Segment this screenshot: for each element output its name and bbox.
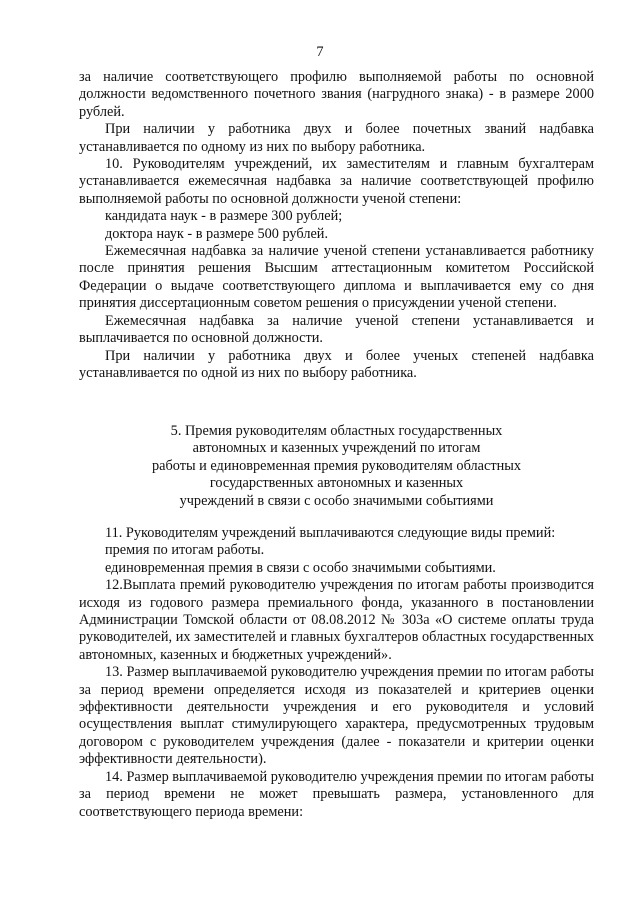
paragraph-bonus-results: премия по итогам работы. [105,542,265,559]
paragraph-item-11: 11. Руководителям учреждений выплачиваются следующие виды премий: [105,525,556,541]
paragraph-item-12: 12.Выплата премий руководителю учреждения по итогам работы производится исходя из годового размера премиального фонда, указанного в постановлении Администрации Томской области от 08.08.2012 № 303а «О системе оплаты труда руководителей, их заместителей и главных бухгалтеров областных государственных автономных, казенных и бюджетных учреждений». [79,577,594,663]
paragraph-item-14: 14. Размер выплачиваемой руководителю учреждения премии по итогам работы за период времени не может превышать размера, установленного для соответствующего периода времени: [79,768,595,820]
paragraph-bonus-events: единовременная премия в связи с особо значимыми событиями. [105,559,496,576]
paragraph-item-13: 13. Размер выплачиваемой руководителю учреждения премии по итогам работы за период времени определяется исходя из показателей и критериев оценки эффективности деятельности учреждения и его руководителя и условий осуществления выплат стимулирующего характера, предусмотренных трудовым договором с руководителем учреждения (далее - показатели и критерии оценки эффективности деятельности). [79,664,595,768]
paragraph-degree-main-position: Ежемесячная надбавка за наличие ученой степени устанавливается и выплачивается по основной должности. [79,312,594,347]
paragraph-doctor: доктора наук - в размере 500 рублей. [105,225,329,242]
paragraph-two-degrees: При наличии у работника двух и более ученых степеней надбавка устанавливается по одной из них по выбору работника. [79,347,594,381]
section-heading [79,423,594,510]
heading-line: автономных и казенных учреждений по итогам [192,440,481,457]
paragraph-item-10: 10. Руководителям учреждений, их заместителям и главным бухгалтерам устанавливается ежемесячная надбавка за наличие соответствующей профилю выполняемой работы по основной должности ученой степени: [79,156,594,207]
paragraph-honorary-title: за наличие соответствующего профилю выполняемой работы по основной должности ведомственного почетного звания (нагрудного знака) - в размере 2000 рублей. [79,69,594,120]
paragraph-two-titles: При наличии у работника двух и более почетных званий надбавка устанавливается по одному из них по выбору работника. [79,121,594,155]
heading-line: 5. Премия руководителям областных государственных [170,423,503,439]
body-text-bottom [79,525,594,821]
paragraph-candidate: кандидата наук - в размере 300 рублей; [105,208,343,225]
heading-line: работы и единовременная премия руководителям областных [152,457,521,474]
paragraph-degree-established: Ежемесячная надбавка за наличие ученой степени устанавливается работнику после принятия решения Высшим аттестационным комитетом Российской Федерации о выдаче соответствующего диплома и выплачивается ему со дня принятия диссертационным советом решения о присуждении ученой степени. [79,243,594,312]
body-text-top [79,69,594,382]
heading-line: государственных автономных и казенных [209,475,464,492]
heading-line: учреждений в связи с особо значимыми событиями [179,492,494,509]
page-number: 7 [316,44,324,60]
